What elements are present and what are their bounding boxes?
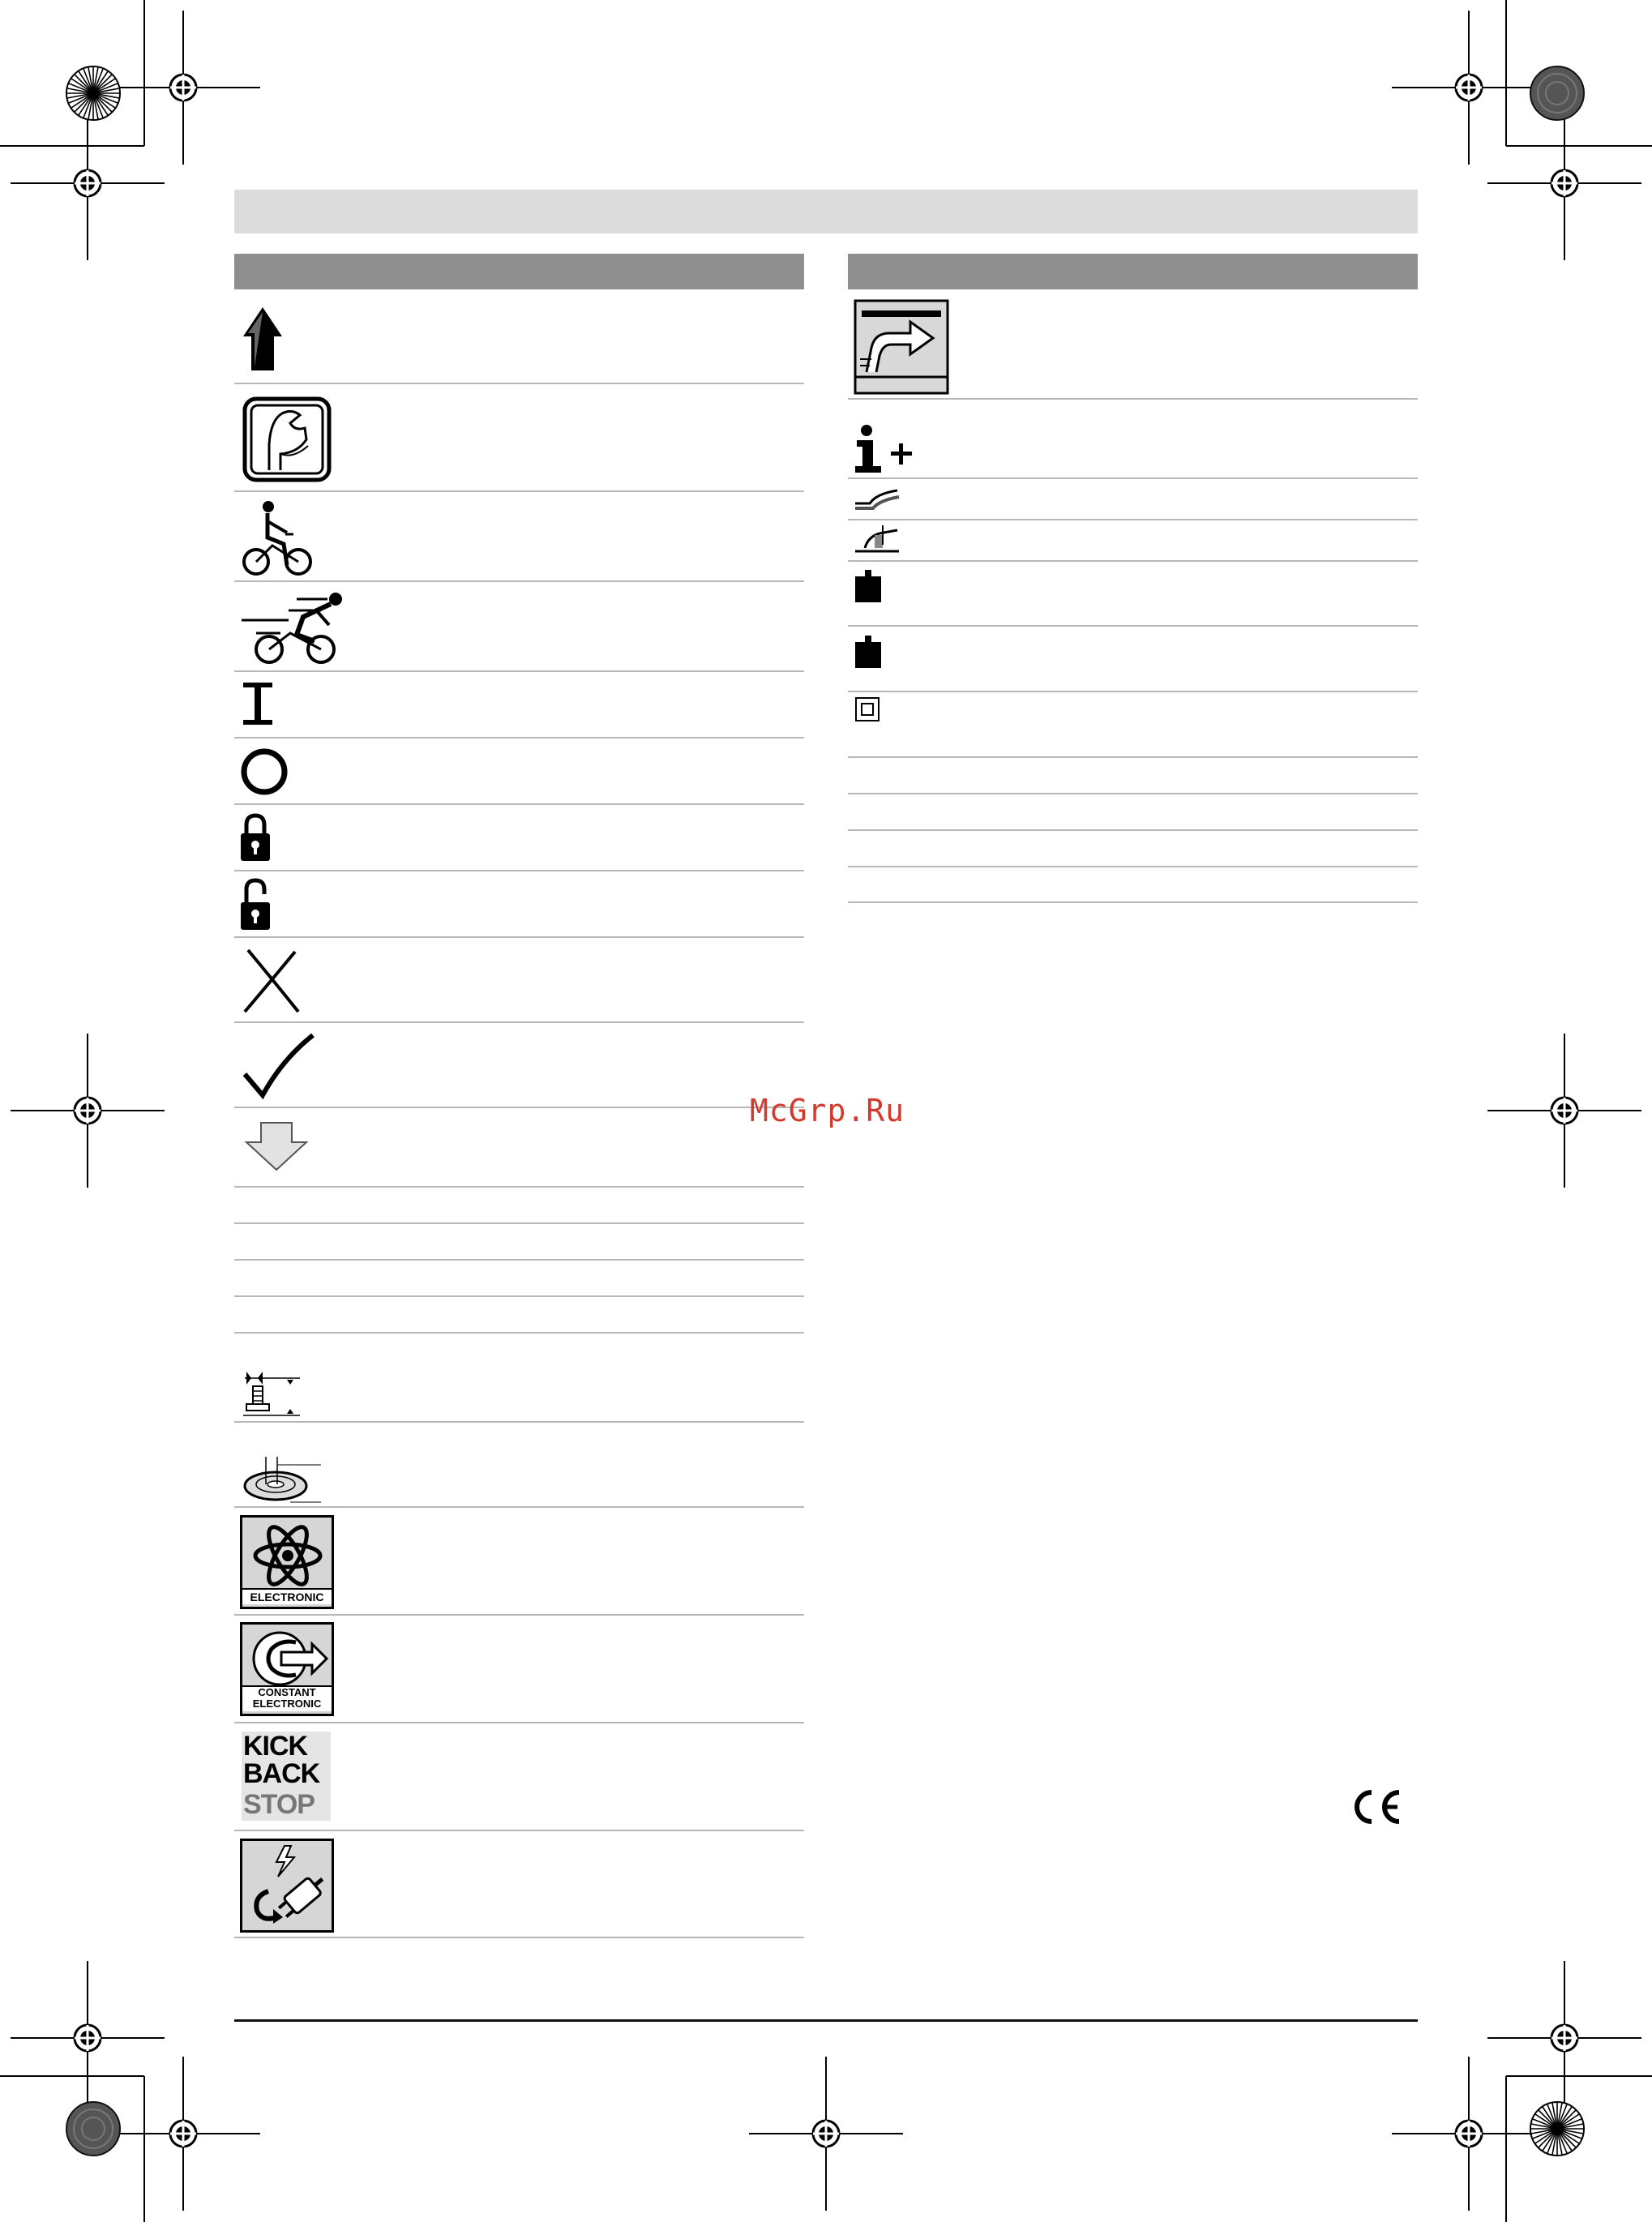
row-divider (234, 670, 804, 672)
right-column-header (848, 254, 1418, 289)
row-divider (234, 1259, 804, 1261)
row-divider (234, 1295, 804, 1297)
power-off-icon (240, 747, 289, 796)
row-divider (234, 936, 804, 938)
constant-label (242, 1685, 332, 1711)
row-divider (848, 756, 1418, 758)
row-divider (848, 398, 1418, 400)
row-divider (848, 793, 1418, 794)
row-divider (234, 1107, 804, 1108)
row-divider (234, 803, 804, 805)
row-divider (234, 1021, 804, 1023)
power-on-icon (240, 681, 276, 726)
row-divider (848, 477, 1418, 479)
row-divider (234, 870, 804, 871)
row-divider (234, 1830, 804, 1831)
row-divider (848, 866, 1418, 867)
atom-icon (250, 1521, 325, 1591)
constant-electronic-symbol (240, 1622, 334, 1716)
constant-speed-icon (249, 1628, 330, 1689)
padlock-unlocked-icon (238, 878, 272, 931)
kickback-stop-symbol (242, 1732, 331, 1821)
guide-arrow-icon (854, 299, 949, 395)
row-divider (848, 691, 1418, 692)
row-divider (234, 580, 804, 582)
electronic-label: ELECTRONIC (242, 1588, 332, 1604)
row-divider (234, 1937, 804, 1938)
row-divider (234, 490, 804, 492)
row-divider (848, 625, 1418, 627)
protection-class-icon (855, 697, 879, 721)
kickback-line-1: KICK (243, 1731, 308, 1762)
weight-icon (854, 568, 883, 604)
row-divider (848, 560, 1418, 562)
row-divider (234, 1722, 804, 1723)
cutting-depth-icon (243, 1368, 302, 1419)
row-divider (234, 1332, 804, 1334)
row-divider (234, 1186, 804, 1188)
weight-icon (854, 634, 883, 670)
row-divider (234, 737, 804, 739)
sliding-motion-icon (854, 482, 901, 513)
fast-cyclist-icon (240, 589, 349, 666)
kickback-line-3: STOP (243, 1789, 315, 1820)
prohibited-cross-icon (240, 947, 305, 1015)
row-divider (848, 829, 1418, 831)
watermark: McGrp.Ru (750, 1093, 905, 1128)
ce-mark-icon (1349, 1787, 1404, 1826)
muscle-arm-icon (242, 396, 332, 483)
row-divider (848, 901, 1418, 903)
plunge-motion-icon (854, 522, 901, 556)
row-divider (234, 1421, 804, 1423)
slow-cyclist-icon (240, 500, 318, 576)
info-plus-icon (854, 424, 914, 474)
restart-protection-symbol (240, 1839, 334, 1933)
saw-blade-diameter-icon (242, 1457, 323, 1504)
left-column-header (234, 254, 804, 289)
row-divider (234, 1222, 804, 1224)
electronic-symbol (240, 1515, 334, 1609)
constant-label-line-1: CONSTANT (258, 1686, 316, 1698)
row-divider (234, 1506, 804, 1508)
up-arrow-icon (242, 304, 292, 372)
checkmark-icon (242, 1032, 316, 1102)
row-divider (848, 519, 1418, 520)
title-band (234, 190, 1418, 233)
row-divider (234, 383, 804, 384)
padlock-locked-icon (238, 812, 272, 863)
kickback-line-2: BACK (243, 1758, 320, 1789)
footer-rule (234, 2019, 1418, 2022)
constant-label-line-2: ELECTRONIC (252, 1698, 322, 1710)
plug-icon (244, 1843, 330, 1929)
down-arrow-icon (243, 1121, 310, 1173)
row-divider (234, 1614, 804, 1616)
